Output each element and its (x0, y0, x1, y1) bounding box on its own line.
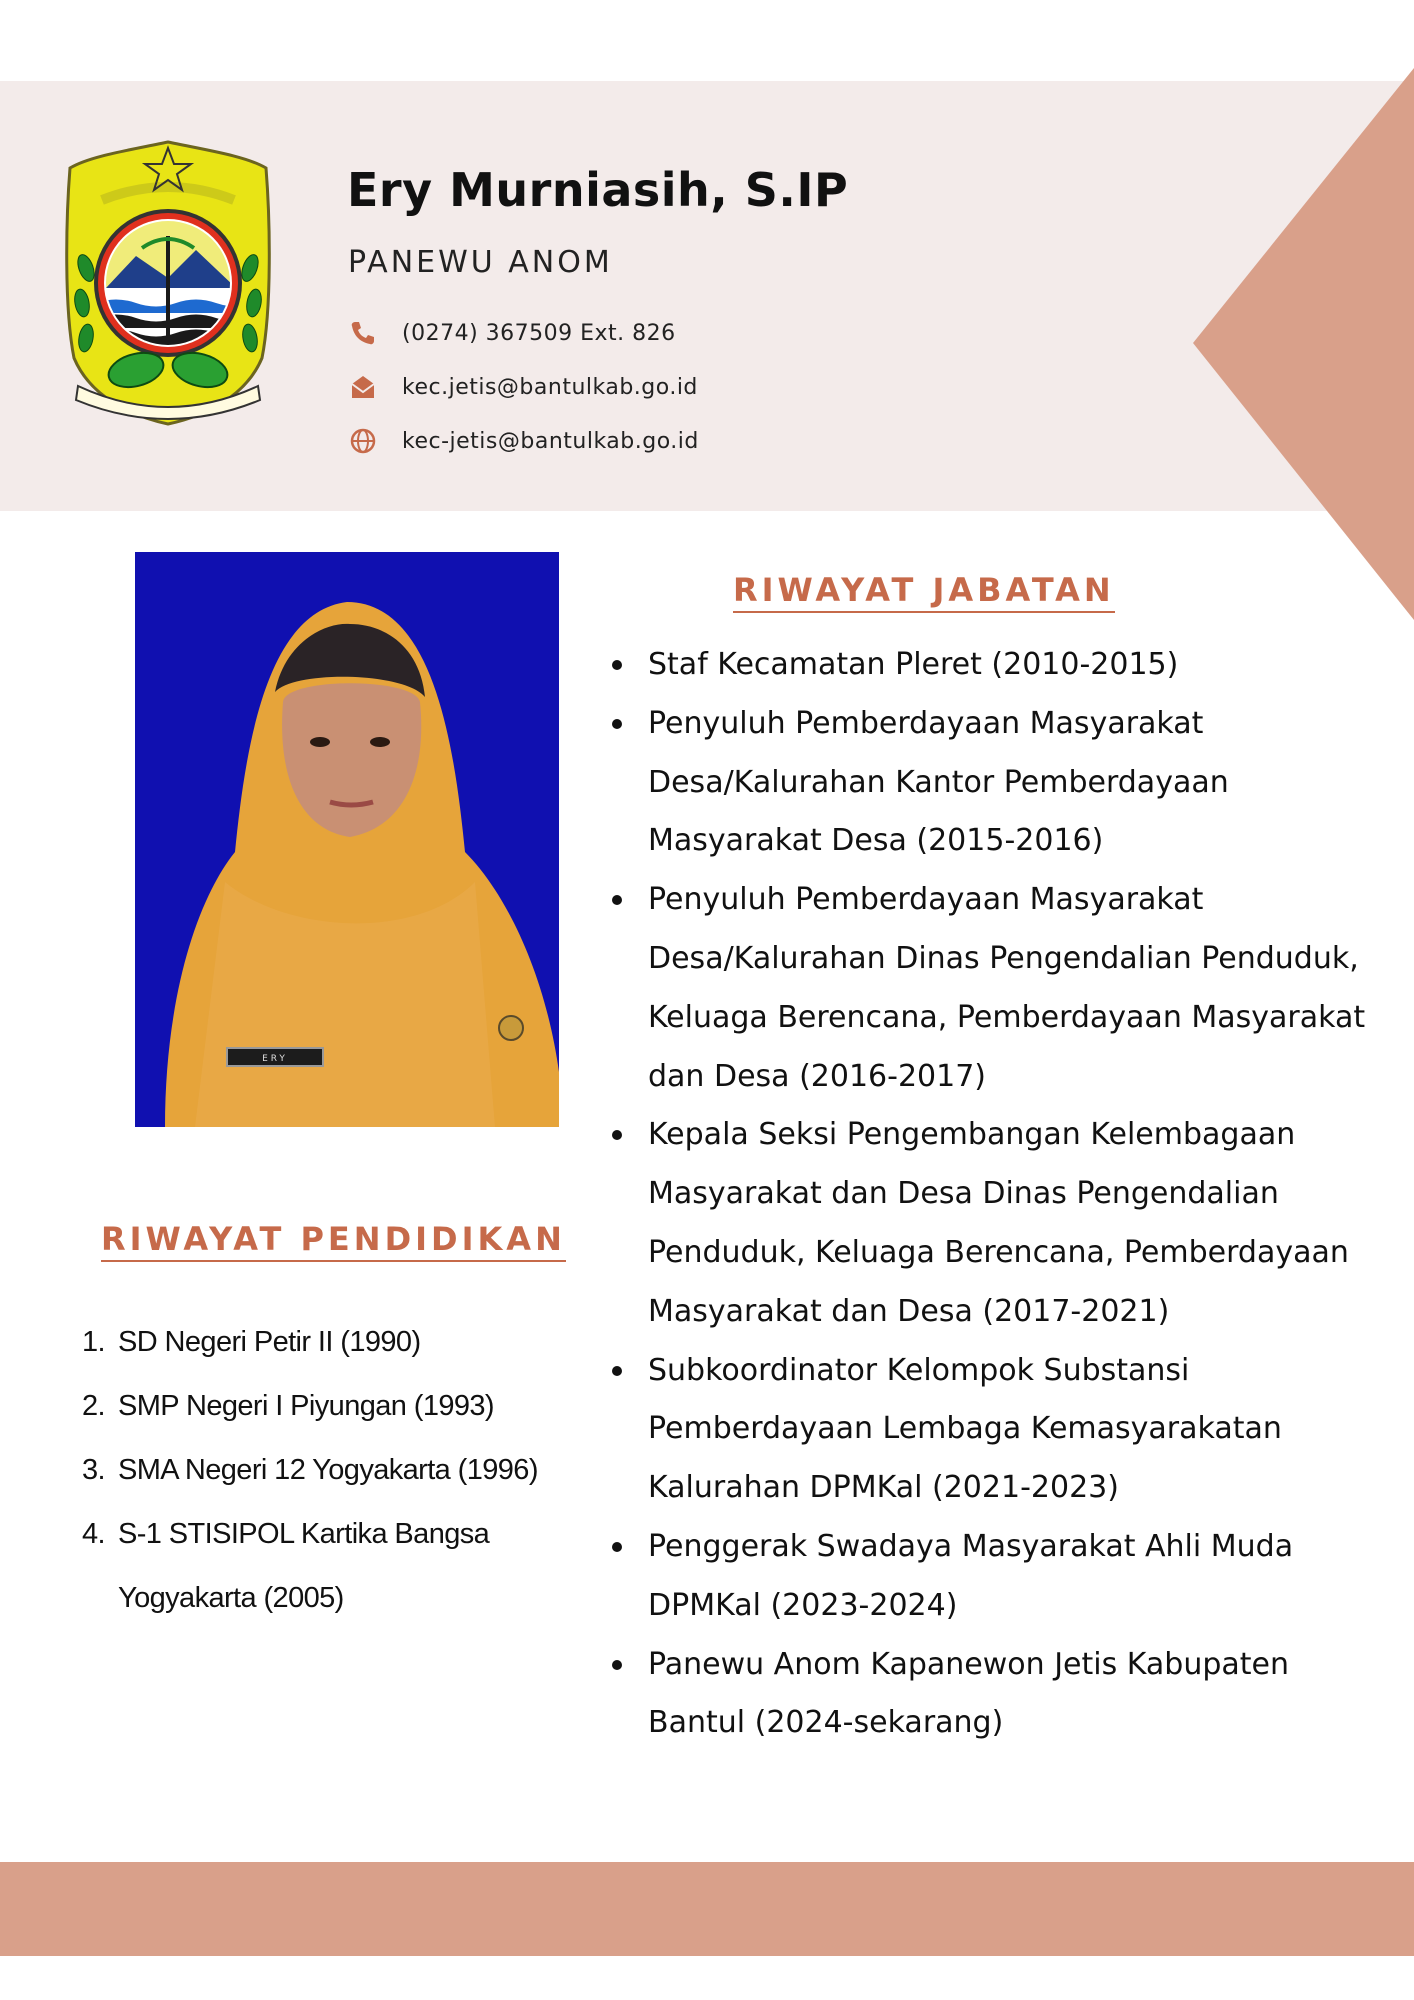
bullet-icon (612, 1130, 622, 1140)
list-item-text: Staf Kecamatan Pleret (2010-2015) (648, 647, 1179, 682)
positions-title (733, 571, 1115, 609)
list-item-text: Subkoordinator Kelompok Substansi Pemberdayaan Lembaga Kemasyarakatan Kalurahan DPMKal (2021-2023) (648, 1352, 1282, 1506)
education-title (101, 1220, 566, 1258)
list-item (612, 1342, 1392, 1518)
profile-photo (135, 552, 559, 1127)
education-title-underline (101, 1260, 566, 1262)
positions-title-underline (733, 611, 1115, 613)
bullet-icon (612, 719, 622, 729)
list-item (612, 1518, 1392, 1636)
contact-email-text[interactable]: kec.jetis@bantulkab.go.id (402, 374, 698, 400)
footer-band (0, 1862, 1414, 1956)
list-item-text: Panewu Anom Kapanewon Jetis Kabupaten Bantul (2024-sekarang) (648, 1646, 1290, 1741)
education-title-text: RIWAYAT PENDIDIKAN (101, 1220, 566, 1258)
contact-web (348, 424, 699, 458)
bullet-icon (612, 660, 622, 670)
list-item-text: SMP Negeri I Piyungan (1993) (118, 1390, 494, 1422)
bullet-icon (612, 1660, 622, 1670)
list-item-number: 2. (82, 1390, 105, 1422)
list-item-number: 1. (82, 1326, 105, 1358)
mail-icon (348, 372, 378, 402)
list-item-number: 3. (82, 1454, 105, 1486)
globe-icon (348, 426, 378, 456)
list-item-text: SMA Negeri 12 Yogyakarta (1996) (118, 1454, 538, 1486)
list-item-text: S-1 STISIPOL Kartika Bangsa Yogyakarta (2005) (118, 1518, 490, 1614)
education-list (80, 1310, 600, 1630)
list-item (80, 1374, 600, 1438)
positions-list (612, 636, 1392, 1753)
bullet-icon (612, 1542, 622, 1552)
contact-phone-text: (0274) 367509 Ext. 826 (402, 320, 676, 346)
list-item-text: Penyuluh Pemberdayaan Masyarakat Desa/Kalurahan Dinas Pengendalian Penduduk, Keluaga Berencana, Pemberdayaan Masyarakat dan Desa (2016-2017) (648, 882, 1366, 1094)
profile-role: PANEWU ANOM (348, 245, 613, 280)
contact-phone (348, 316, 676, 350)
photo-name-tag: ERY (262, 1054, 288, 1064)
list-item (612, 636, 1392, 695)
list-item (612, 871, 1392, 1106)
profile-name: Ery Murniasih, S.IP (347, 163, 849, 217)
kabupaten-bantul-emblem (56, 138, 280, 428)
positions-title-text: RIWAYAT JABATAN (733, 571, 1115, 609)
list-item (80, 1502, 600, 1630)
bullet-icon (612, 1366, 622, 1376)
list-item-text: Kepala Seksi Pengembangan Kelembagaan Masyarakat dan Desa Dinas Pengendalian Penduduk, Keluaga Berencana, Pemberdayaan Masyarakat dan Desa (2017-2021) (648, 1117, 1349, 1329)
list-item (80, 1438, 600, 1502)
contact-web-text[interactable]: kec-jetis@bantulkab.go.id (402, 428, 699, 454)
list-item (612, 695, 1392, 871)
phone-icon (348, 318, 378, 348)
list-item-text: SD Negeri Petir II (1990) (118, 1326, 421, 1358)
bullet-icon (612, 895, 622, 905)
list-item-text: Penggerak Swadaya Masyarakat Ahli Muda DPMKal (2023-2024) (648, 1528, 1294, 1623)
list-item (80, 1310, 600, 1374)
list-item (612, 1106, 1392, 1341)
list-item (612, 1636, 1392, 1754)
list-item-number: 4. (82, 1518, 105, 1550)
list-item-text: Penyuluh Pemberdayaan Masyarakat Desa/Kalurahan Kantor Pemberdayaan Masyarakat Desa (2015-2016) (648, 705, 1229, 859)
contact-email (348, 370, 698, 404)
